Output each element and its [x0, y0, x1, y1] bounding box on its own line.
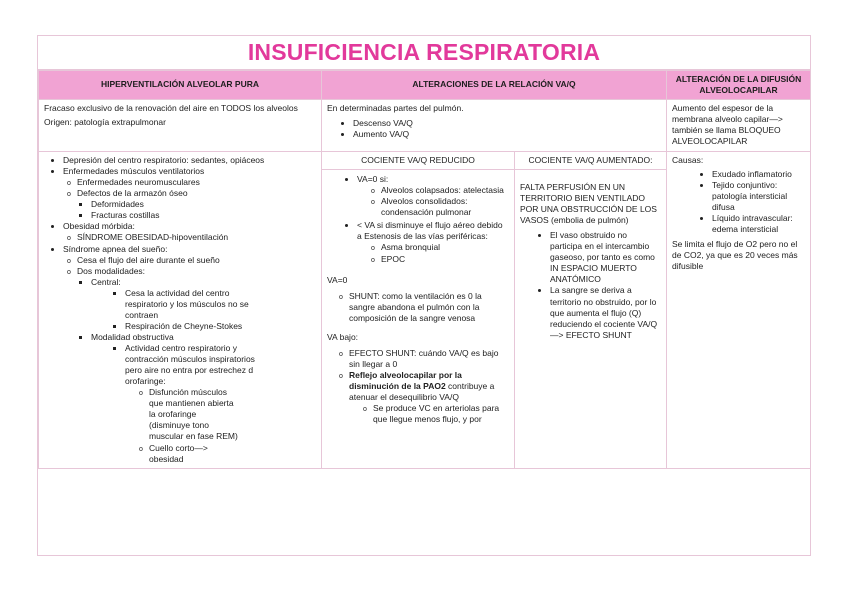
list-item: o Alveolos consolidados: condensación pulmonar	[381, 196, 509, 218]
difusion-definition: Aumento del espesor de la membrana alveolo capilar—> también se llama BLOQUEO ALVEOLOCAPILAR	[672, 103, 783, 147]
list-item-label: Central:	[91, 276, 121, 287]
list-item-label: Reflejo alveolocapilar por la disminución de la PAO2	[349, 370, 462, 392]
header-hipoventilacion: HIPERVENTILACIÓN ALVEOLAR PURA	[39, 71, 322, 100]
reduced-header: COCIENTE VA/Q REDUCIDO	[322, 152, 514, 170]
list-item-label: VA=0 si:	[357, 174, 389, 185]
va-q-intro: En determinadas partes del pulmón.	[327, 103, 464, 113]
list-item: o SÍNDROME OBESIDAD-hipoventilación	[77, 232, 316, 243]
page-title: INSUFICIENCIA RESPIRATORIA	[38, 36, 810, 70]
list-item: • La sangre se deriva a territorio no obstruido, por lo que aumenta el flujo (Q) reduciendo el cociente VA/Q —> EFECTO SHUNT	[550, 285, 661, 340]
definition-text: Fracaso exclusivo de la renovación del aire en TODOS los alveolos	[44, 103, 298, 113]
list-item-label: Obesidad mórbida:	[63, 221, 135, 232]
list-item: o Asma bronquial	[381, 242, 509, 253]
list-item: ▪ Fracturas costillas	[91, 210, 316, 221]
list-item: • Tejido conjuntivo: patología intersticial difusa	[712, 180, 805, 213]
list-item	[63, 166, 316, 221]
causas-label: Causas:	[672, 155, 704, 165]
va0-label: VA=0	[327, 274, 348, 285]
header-row	[39, 71, 811, 100]
list-item-label: Enfermedades músculos ventilatorios	[63, 166, 205, 177]
origin-text: Origen: patología extrapulmonar	[44, 117, 166, 128]
list-item-label: Actividad centro respiratorio y contracción músculos inspiratorios pero aire no entra por estrechez d orofaringe:	[125, 343, 255, 387]
increased-header: COCIENTE VA/Q AUMENTADO:	[515, 152, 666, 170]
list-item-label: Defectos de la armazón óseo	[77, 188, 188, 199]
list-item	[349, 370, 509, 425]
list-item	[125, 343, 257, 465]
definition-cell-3	[667, 100, 811, 152]
list-item	[357, 220, 509, 264]
list-item: o EFECTO SHUNT: cuándo VA/Q es bajo sin llegar a 0	[349, 348, 509, 370]
reduced-cell	[322, 152, 515, 469]
list-item: • Líquido intravascular: edema intersticial	[712, 213, 805, 235]
list-item-label: < VA si disminuye el flujo aéreo debido a Estenosis de las vías periféricas:	[357, 220, 503, 242]
list-item	[357, 174, 509, 218]
list-item: ▪ Respiración de Cheyne-Stokes	[125, 321, 255, 332]
content-table	[38, 70, 811, 469]
list-item: o EPOC	[381, 254, 509, 265]
definition-cell-2	[322, 100, 667, 152]
list-item: • El vaso obstruido no participa en el intercambio gaseoso, por tanto es como IN ESPACIO MUERTO ANATÓMICO	[550, 230, 661, 285]
list-item-label: Modalidad obstructiva	[91, 331, 174, 342]
list-item-text: contribuye a atenuar el desequilibrio VA/Q	[349, 381, 495, 403]
list-item: • Aumento VA/Q	[353, 129, 661, 140]
list-item	[91, 332, 316, 465]
difusion-details	[667, 152, 811, 469]
list-item	[63, 221, 316, 243]
va-bajo-label: VA bajo:	[327, 331, 359, 342]
list-item	[77, 188, 316, 221]
definition-row	[39, 100, 811, 152]
list-item	[63, 244, 316, 465]
list-item-label: Síndrome apnea del sueño:	[63, 243, 168, 254]
document-sheet	[37, 35, 811, 556]
list-item	[77, 266, 316, 465]
list-item: o Disfunción músculos que mantienen abierta la orofaringe (disminuye tono muscular en fase REM)	[149, 387, 239, 442]
list-item: o Enfermedades neuromusculares	[77, 177, 316, 188]
list-item: o Cesa el flujo del aire durante el sueño	[77, 255, 316, 266]
detail-row	[39, 152, 811, 469]
list-item: o Se produce VC en arteriolas para que llegue menos flujo, y por	[373, 403, 509, 425]
difusion-note: Se limita el flujo de O2 pero no el de CO2, ya que es 20 veces más difusible	[672, 239, 798, 272]
list-item: • Depresión del centro respiratorio: sedantes, opiáceos	[63, 155, 316, 166]
increased-intro: FALTA PERFUSIÓN EN UN TERRITORIO BIEN VENTILADO POR UNA OBSTRUCCIÓN DE LOS VASOS (embolia de pulmón)	[520, 182, 657, 226]
header-difusion: ALTERACIÓN DE LA DIFUSIÓN ALVEOLOCAPILAR	[667, 71, 811, 100]
list-item: o Alveolos colapsados: atelectasia	[381, 185, 509, 196]
list-item	[91, 277, 316, 332]
hipoventilacion-details	[39, 152, 322, 469]
definition-cell-1	[39, 100, 322, 152]
list-item: o SHUNT: como la ventilación es 0 la sangre abandona el pulmón con la composición de la sangre venosa	[349, 291, 509, 324]
list-item-label: Dos modalidades:	[77, 265, 146, 276]
increased-cell	[515, 152, 667, 469]
list-item: • Exudado inflamatorio	[712, 169, 805, 180]
list-item: o Cuello corto—> obesidad	[149, 443, 239, 465]
list-item: • Descenso VA/Q	[353, 118, 661, 129]
list-item: ▪ Cesa la actividad del centro respiratorio y los músculos no se contraen	[125, 288, 255, 321]
list-item: ▪ Deformidades	[91, 199, 316, 210]
header-va-q: ALTERACIONES DE LA RELACIÓN VA/Q	[322, 71, 667, 100]
